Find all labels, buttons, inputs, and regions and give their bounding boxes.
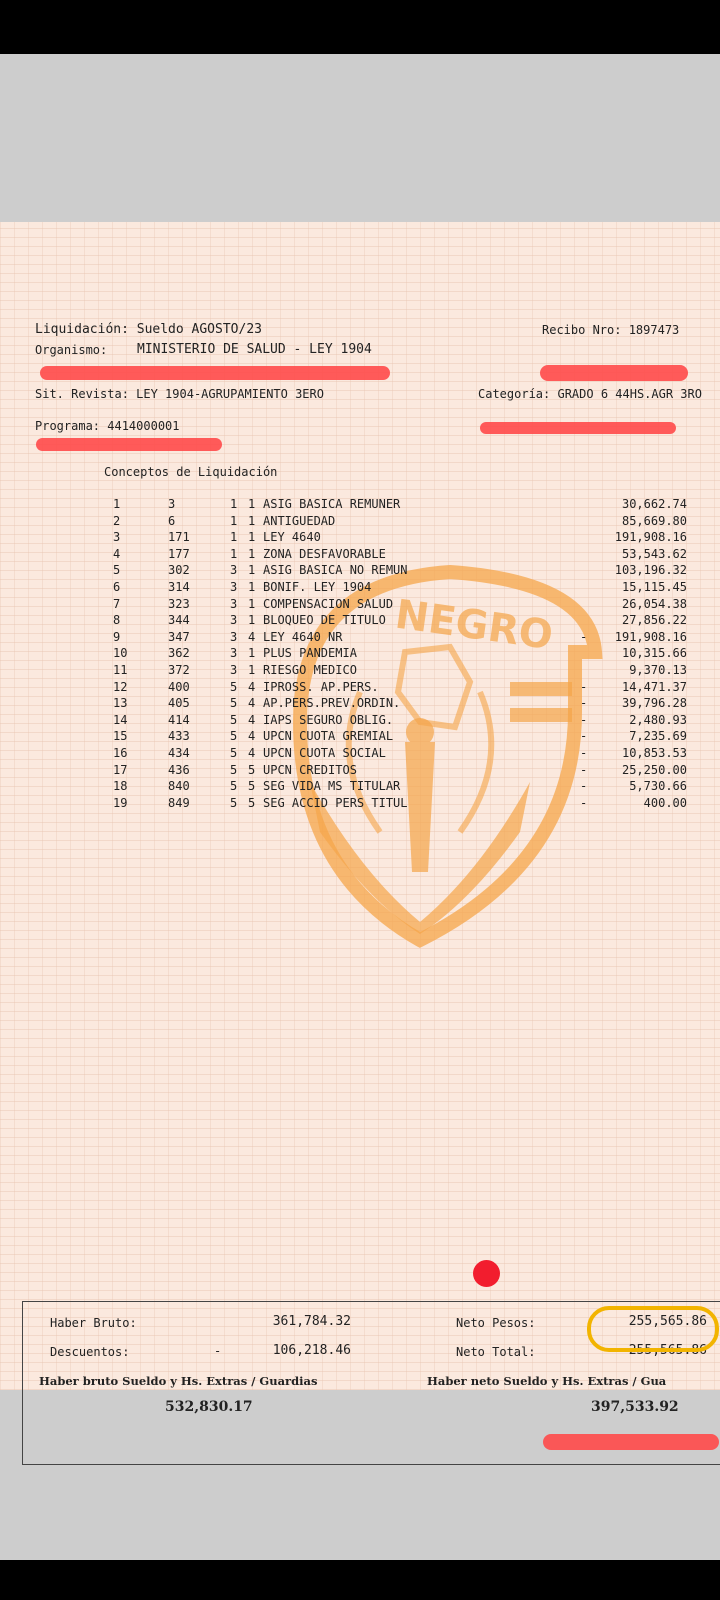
red-dot-marker	[473, 1260, 500, 1287]
concepto-subtype: 5	[248, 795, 256, 810]
concepto-type: 3	[230, 596, 238, 611]
concepto-amount: 10,853.53	[621, 746, 687, 760]
concepto-description: SEG VIDA MS TITULAR	[263, 779, 401, 794]
concepto-amount: 191,908.16	[614, 530, 687, 545]
concepto-code: 347	[168, 629, 190, 644]
concepto-subtype: 1	[248, 563, 256, 578]
concepto-number: 9	[113, 629, 121, 644]
status-bar	[0, 0, 720, 54]
concepto-code: 6	[168, 513, 176, 528]
concepto-row	[0, 580, 720, 597]
concepto-number: 17	[113, 762, 128, 777]
concepto-sign: -	[580, 696, 588, 711]
concepto-sign: -	[580, 679, 588, 694]
concepto-description: ZONA DESFAVORABLE	[263, 546, 386, 561]
concepto-number: 13	[113, 696, 128, 711]
sit-revista: Sit. Revista: LEY 1904-AGRUPAMIENTO 3ERO	[35, 387, 324, 401]
concepto-row	[0, 779, 720, 796]
emblem-text: NEGRO	[392, 591, 556, 660]
concepto-row	[0, 796, 720, 813]
concepto-number: 11	[113, 663, 128, 677]
concepto-amount: 27,856.22	[621, 613, 687, 628]
redaction-cuil	[540, 365, 688, 381]
concepto-description: IAPS SEGURO OBLIG.	[263, 712, 394, 727]
concepto-subtype: 5	[248, 762, 256, 777]
concepto-description: LEY 4640 NR	[263, 629, 343, 644]
recibo-number: Recibo Nro: 1897473	[542, 323, 680, 337]
concepto-number: 19	[113, 795, 128, 810]
neto-extras-value: 397,533.92	[591, 1399, 679, 1415]
concepto-amount: 85,669.80	[621, 513, 687, 528]
concepto-amount: 15,115.45	[621, 580, 687, 594]
concepto-subtype: 4	[248, 696, 256, 711]
concepto-row	[0, 514, 720, 531]
concepto-number: 4	[113, 546, 121, 561]
concepto-code: 177	[168, 546, 190, 561]
concepto-number: 6	[113, 580, 121, 594]
receipt-document	[0, 222, 720, 1415]
concepto-row	[0, 547, 720, 564]
descuentos-sign: -	[214, 1344, 222, 1358]
concepto-subtype: 4	[248, 712, 256, 727]
concepto-amount: 7,235.69	[629, 729, 687, 744]
concepto-description: BLOQUEO DE TITULO	[263, 613, 386, 628]
concepto-code: 433	[168, 729, 190, 744]
concepto-sign: -	[580, 795, 588, 810]
conceptos-title: Conceptos de Liquidación	[104, 465, 278, 479]
concepto-sign: -	[580, 712, 588, 727]
neto-total-label: Neto Total:	[456, 1345, 536, 1359]
concepto-type: 1	[230, 530, 238, 545]
neto-pesos-value: 255,565.86	[628, 1314, 707, 1329]
concepto-row	[0, 696, 720, 713]
concepto-amount: 400.00	[643, 795, 687, 810]
concepto-amount: 10,315.66	[621, 646, 687, 661]
concepto-description: COMPENSACION SALUD	[263, 596, 394, 611]
concepto-sign: -	[580, 762, 588, 777]
haber-bruto-value: 361,784.32	[272, 1314, 351, 1329]
redaction-cargo	[480, 422, 676, 434]
concepto-code: 171	[168, 530, 190, 545]
concepto-number: 18	[113, 779, 128, 794]
concepto-sign: -	[580, 629, 588, 644]
concepto-description: ASIG BASICA NO REMUN	[263, 563, 408, 578]
descuentos-label: Descuentos:	[50, 1345, 130, 1359]
concepto-amount: 39,796.28	[621, 696, 687, 711]
concepto-number: 12	[113, 679, 128, 694]
concepto-row	[0, 497, 720, 514]
concepto-row	[0, 563, 720, 580]
concepto-amount: 103,196.32	[614, 563, 687, 578]
descuentos-value: 106,218.46	[272, 1343, 351, 1358]
concepto-subtype: 4	[248, 679, 256, 694]
concepto-type: 5	[230, 762, 238, 777]
concepto-description: BONIF. LEY 1904	[263, 580, 372, 594]
concepto-subtype: 1	[248, 596, 256, 611]
concepto-sign: -	[580, 746, 588, 760]
concepto-description: UPCN CREDITOS	[263, 762, 357, 777]
redaction-unidad	[36, 438, 222, 451]
concepto-type: 3	[230, 663, 238, 677]
concepto-subtype: 1	[248, 613, 256, 628]
concepto-code: 840	[168, 779, 190, 794]
concepto-subtype: 5	[248, 779, 256, 794]
highlight-circle	[587, 1306, 719, 1352]
concepto-row	[0, 663, 720, 680]
concepto-number: 16	[113, 746, 128, 760]
navigation-bar	[0, 1560, 720, 1600]
concepto-subtype: 1	[248, 663, 256, 677]
concepto-description: UPCN CUOTA SOCIAL	[263, 746, 386, 760]
concepto-description: RIESGO MEDICO	[263, 663, 357, 677]
concepto-amount: 9,370.13	[629, 663, 687, 677]
concepto-sign: -	[580, 779, 588, 794]
concepto-row	[0, 729, 720, 746]
concepto-code: 849	[168, 795, 190, 810]
concepto-sign: -	[580, 729, 588, 744]
concepto-amount: 26,054.38	[621, 596, 687, 611]
concepto-number: 3	[113, 530, 121, 545]
concepto-row	[0, 680, 720, 697]
concepto-row	[0, 613, 720, 630]
organismo-label: Organismo:	[35, 343, 108, 357]
concepto-code: 434	[168, 746, 190, 760]
concepto-number: 5	[113, 563, 121, 578]
concepto-number: 15	[113, 729, 128, 744]
concepto-type: 5	[230, 779, 238, 794]
concepto-type: 3	[230, 563, 238, 578]
concepto-amount: 25,250.00	[621, 762, 687, 777]
concepto-type: 5	[230, 679, 238, 694]
concepto-row	[0, 530, 720, 547]
concepto-type: 3	[230, 580, 238, 594]
concepto-amount: 30,662.74	[621, 497, 687, 511]
concepto-subtype: 1	[248, 497, 256, 511]
concepto-type: 5	[230, 729, 238, 744]
concepto-subtype: 4	[248, 629, 256, 644]
bruto-extras-value: 532,830.17	[165, 1399, 253, 1415]
concepto-type: 5	[230, 712, 238, 727]
concepto-code: 344	[168, 613, 190, 628]
concepto-code: 372	[168, 663, 190, 677]
concepto-amount: 191,908.16	[614, 629, 687, 644]
concepto-code: 302	[168, 563, 190, 578]
concepto-code: 405	[168, 696, 190, 711]
concepto-description: PLUS PANDEMIA	[263, 646, 357, 661]
concepto-description: SEG ACCID PERS TITUL	[263, 795, 408, 810]
concepto-code: 400	[168, 679, 190, 694]
neto-pesos-label: Neto Pesos:	[456, 1316, 536, 1330]
concepto-type: 5	[230, 746, 238, 760]
concepto-code: 436	[168, 762, 190, 777]
concepto-description: UPCN CUOTA GREMIAL	[263, 729, 394, 744]
concepto-number: 8	[113, 613, 121, 628]
concepto-description: ANTIGUEDAD	[263, 513, 336, 528]
concepto-description: ASIG BASICA REMUNER	[263, 497, 401, 511]
concepto-subtype: 1	[248, 546, 256, 561]
concepto-number: 1	[113, 497, 121, 511]
concepto-row	[0, 597, 720, 614]
redaction-legajo	[40, 366, 390, 380]
concepto-type: 1	[230, 497, 238, 511]
concepto-type: 3	[230, 629, 238, 644]
categoria: Categoría: GRADO 6 44HS.AGR 3RO	[478, 387, 702, 401]
concepto-row	[0, 646, 720, 663]
concepto-subtype: 1	[248, 513, 256, 528]
concepto-number: 7	[113, 596, 121, 611]
concepto-type: 1	[230, 546, 238, 561]
concepto-type: 3	[230, 646, 238, 661]
concepto-amount: 14,471.37	[621, 679, 687, 694]
neto-extras-label: Haber neto Sueldo y Hs. Extras / Gua	[427, 1374, 667, 1388]
concepto-number: 10	[113, 646, 128, 661]
liquidacion-period: Liquidación: Sueldo AGOSTO/23	[35, 322, 262, 337]
concepto-subtype: 1	[248, 530, 256, 545]
concepto-type: 1	[230, 513, 238, 528]
concepto-amount: 2,480.93	[629, 712, 687, 727]
redaction-firma	[543, 1434, 719, 1450]
bruto-extras-label: Haber bruto Sueldo y Hs. Extras / Guardias	[39, 1374, 318, 1388]
concepto-type: 5	[230, 795, 238, 810]
programa: Programa: 4414000001	[35, 419, 180, 433]
concepto-number: 2	[113, 513, 121, 528]
concepto-subtype: 1	[248, 646, 256, 661]
concepto-code: 3	[168, 497, 176, 511]
organismo-value: MINISTERIO DE SALUD - LEY 1904	[137, 342, 372, 357]
concepto-subtype: 4	[248, 729, 256, 744]
concepto-type: 5	[230, 696, 238, 711]
concepto-amount: 53,543.62	[621, 546, 687, 561]
concepto-code: 323	[168, 596, 190, 611]
concepto-description: IPROSS. AP.PERS.	[263, 679, 379, 694]
concepto-row	[0, 763, 720, 780]
concepto-row	[0, 746, 720, 763]
concepto-code: 362	[168, 646, 190, 661]
concepto-code: 314	[168, 580, 190, 594]
concepto-code: 414	[168, 712, 190, 727]
concepto-row	[0, 713, 720, 730]
concepto-row	[0, 630, 720, 647]
concepto-type: 3	[230, 613, 238, 628]
concepto-subtype: 4	[248, 746, 256, 760]
concepto-description: AP.PERS.PREV.ORDIN.	[263, 696, 401, 711]
concepto-description: LEY 4640	[263, 530, 321, 545]
concepto-number: 14	[113, 712, 128, 727]
haber-bruto-label: Haber Bruto:	[50, 1316, 137, 1330]
concepto-subtype: 1	[248, 580, 256, 594]
concepto-amount: 5,730.66	[629, 779, 687, 794]
neto-total-value: 255,565.86	[628, 1343, 707, 1358]
